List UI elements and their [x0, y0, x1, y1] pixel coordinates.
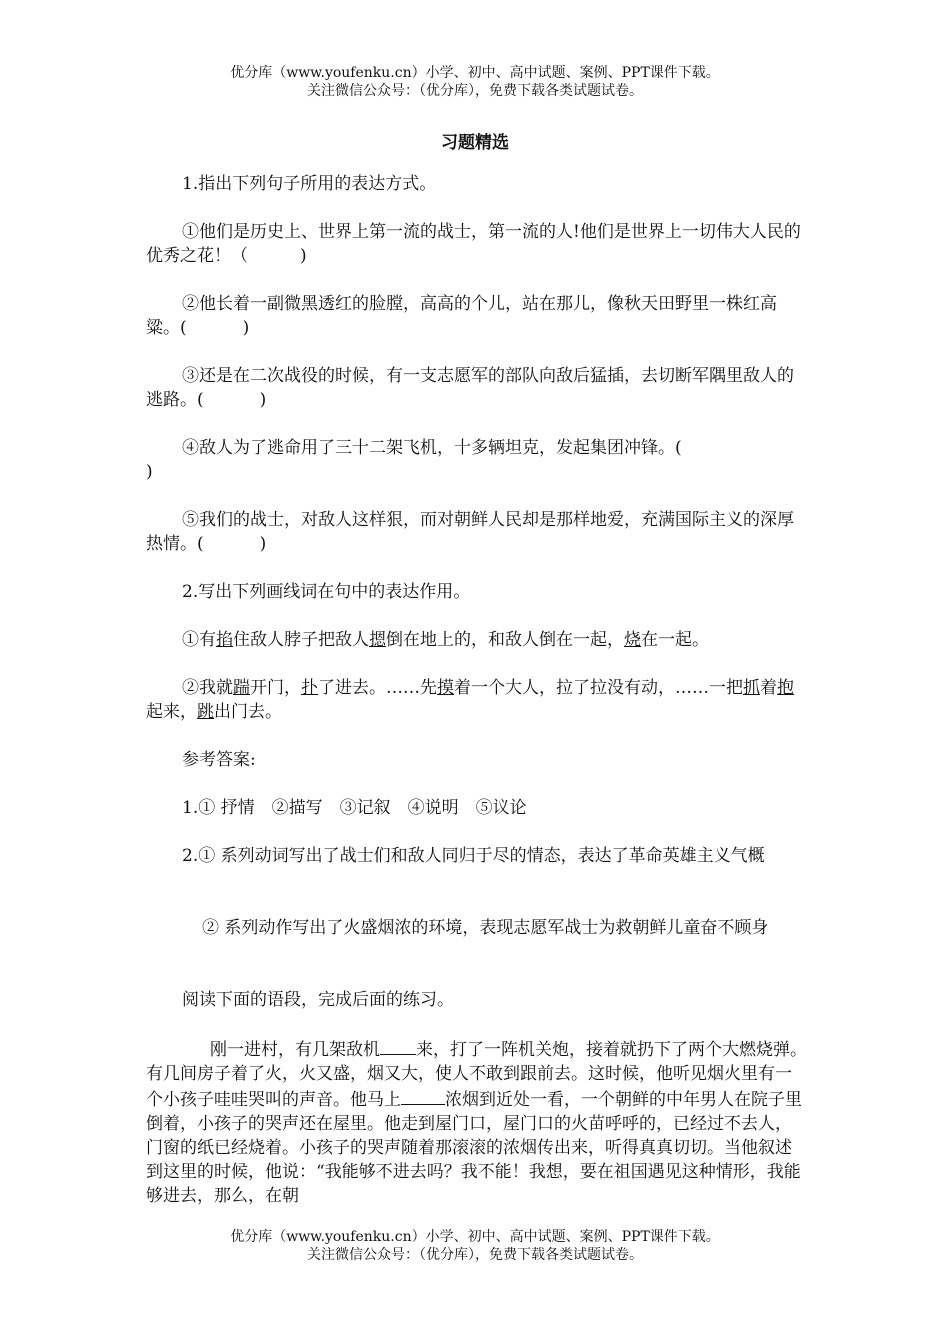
- question-1-item-3: ③还是在二次战役的时候，有一支志愿军的部队向敌后猛插，去切断军隅里敌人的逃路。( ): [146, 366, 794, 410]
- underlined-word: 摁: [369, 630, 386, 650]
- page-footer: [0, 1228, 950, 1264]
- question-2-prompt: 2.写出下列画线词在句中的表达作用。: [182, 582, 471, 602]
- underlined-word: 摸: [437, 678, 454, 698]
- question-1-item-2: ②他长着一副微黑透红的脸膛，高高的个儿，站在那儿，像秋天田野里一株红高粱。( ): [146, 294, 777, 338]
- footer-line-2: 关注微信公众号：（优分库），免费下载各类试题试卷。: [307, 1247, 643, 1263]
- answer-2-part-1: 2.① 系列动词写出了战士们和敌人同归于尽的情态，表达了革命英雄主义气概: [182, 846, 765, 866]
- question-2-sentence-1: ①有掐住敌人脖子把敌人摁倒在地上的，和敌人倒在一起，烧在一起。: [182, 630, 709, 650]
- question-1-item-4: ④敌人为了逃命用了三十二架飞机，十多辆坦克，发起集团冲锋。( ): [146, 438, 682, 482]
- header-line-1: 优分库（www.youfenku.cn）小学、初中、高中试题、案例、PPT课件下载。: [230, 65, 720, 81]
- page-title: 习题精选: [441, 133, 509, 153]
- reading-intro: 阅读下面的语段，完成后面的练习。: [182, 990, 454, 1010]
- underlined-word: 抓: [743, 678, 760, 698]
- underlined-word: 扑: [301, 678, 318, 698]
- question-1-item-5: ⑤我们的战士，对敌人这样狠，而对朝鲜人民却是那样地爱，充满国际主义的深厚热情。( ): [146, 510, 794, 554]
- reading-passage: 刚一进村，有几架敌机 来，打了一阵机关炮，接着就扔下了两个大燃烧弹。有几间房子着了火，火又盛，烟又大，使人不敢到跟前去。这时候，他听见烟火里有一个小孩子哇哇哭叫的声音。他马上 浓烟到近处一看，一个朝鲜的中年男人在院子里倒着，小孩子的哭声还在屋里。他走到屋门口，屋门口的火苗呼呼的，已经过不去人，门窗的纸已经烧着。小孩子的哭声随着那滚滚的浓烟传出来，听得真真切切。当他叙述到这里的时候，他说：“我能够不进去吗？我不能！我想，要在祖国遇见这种情形，我能够进去，那么，在朝: [146, 1036, 808, 1208]
- question-1-prompt: 1.指出下列句子所用的表达方式。: [182, 174, 437, 194]
- fill-blank-1[interactable]: [380, 1036, 416, 1055]
- answer-2-part-2: ② 系列动作写出了火盛烟浓的环境，表现志愿军战士为救朝鲜儿童奋不顾身: [202, 918, 769, 938]
- fill-blank-2[interactable]: [401, 1086, 445, 1105]
- underlined-word: 掐: [216, 630, 233, 650]
- answers-heading: 参考答案:: [182, 750, 256, 770]
- header-line-2: 关注微信公众号：（优分库），免费下载各类试题试卷。: [307, 83, 643, 99]
- footer-line-1: 优分库（www.youfenku.cn）小学、初中、高中试题、案例、PPT课件下载。: [230, 1229, 720, 1245]
- underlined-word: 烧: [624, 630, 641, 650]
- page-header: [0, 64, 950, 100]
- question-2-sentence-2: ②我就踹开门，扑了进去。……先摸着一个大人，拉了拉没有动，……一把抓着抱起来，跳出门去。: [146, 678, 794, 722]
- underlined-word: 踹: [233, 678, 250, 698]
- answer-1: 1.① 抒情 ②描写 ③记叙 ④说明 ⑤议论: [182, 798, 527, 818]
- underlined-word: 抱: [777, 678, 794, 698]
- underlined-word: 跳: [197, 702, 214, 722]
- question-1-item-1: ①他们是历史上、世界上第一流的战士，第一流的人!他们是世界上一切伟大人民的优秀之花！（ ): [146, 222, 801, 266]
